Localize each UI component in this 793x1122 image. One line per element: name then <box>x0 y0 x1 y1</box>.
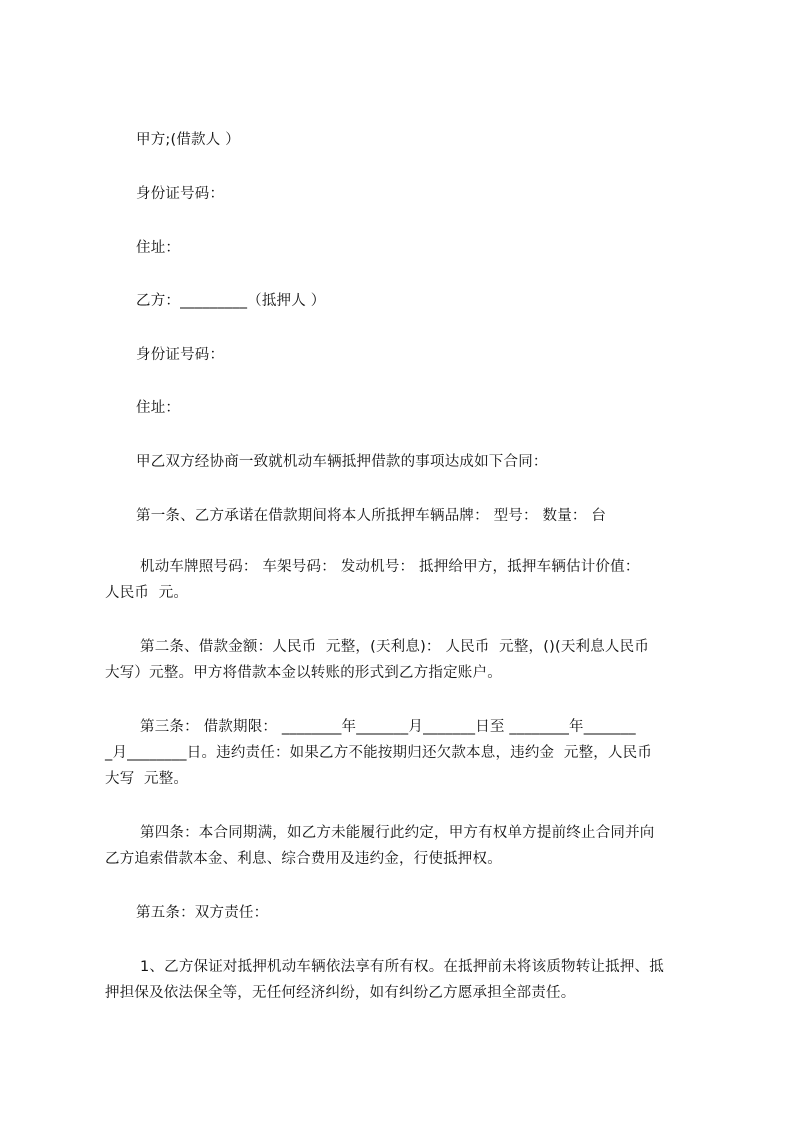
article-3-line-2: _月________日。违约责任：如果乙方不能按期归还欠款本息，违约金 元整，人民币 <box>105 745 653 761</box>
article-2-line-2: 大写）元整。甲方将借款本金以转账的形式到乙方指定账户。 <box>105 665 502 681</box>
party-b-address: 住址： <box>136 400 181 416</box>
article-3-line-3: 大写 元整。 <box>105 771 189 787</box>
article-2-line-1: 第二条、借款金额：人民币 元整，(天利息)： 人民币 元整，()(天利息人民币 <box>140 639 650 655</box>
article-1-line-1: 第一条、乙方承诺在借款期间将本人所抵押车辆品牌： 型号： 数量： 台 <box>136 508 607 524</box>
article-5-heading: 第五条：双方责任： <box>136 905 269 921</box>
party-b-id-number: 身份证号码： <box>136 347 225 363</box>
contract-preamble: 甲乙双方经协商一致就机动车辆抵押借款的事项达成如下合同： <box>136 454 548 470</box>
clause-1-line-2: 押担保及依法保全等，无任何经济纠纷，如有纠纷乙方愿承担全部责任。 <box>105 985 576 1001</box>
party-b-label: 乙方：_________（抵押人 ） <box>136 293 326 309</box>
article-4-line-1: 第四条：本合同期满，如乙方未能履行此约定，甲方有权单方提前终止合同并向 <box>140 825 655 841</box>
article-1-line-2: 机动车牌照号码： 车架号码： 发动机号： 抵押给甲方，抵押车辆估计价值： <box>140 559 640 575</box>
article-3-line-1: 第三条： 借款期限： ________年_______月_______日至 ________年_______ <box>140 719 636 735</box>
party-a-label: 甲方;(借款人 ） <box>136 132 240 148</box>
article-1-line-3: 人民币 元。 <box>105 585 189 601</box>
party-a-id-number: 身份证号码： <box>136 186 225 202</box>
article-4-line-2: 乙方追索借款本金、利息、综合费用及违约金，行使抵押权。 <box>105 851 502 867</box>
clause-1-line-1: 1、乙方保证对抵押机动车辆依法享有所有权。在抵押前未将该质物转让抵押、抵 <box>140 959 664 975</box>
party-a-address: 住址： <box>136 240 181 256</box>
